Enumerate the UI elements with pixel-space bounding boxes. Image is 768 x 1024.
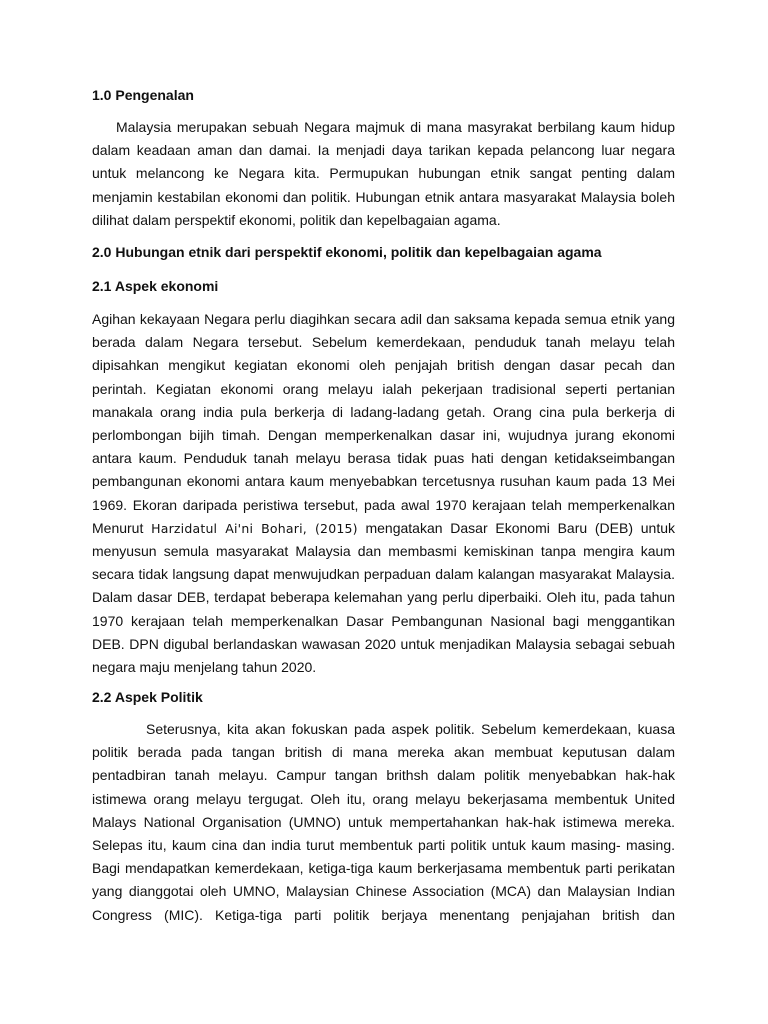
citation-line bbox=[92, 517, 675, 540]
paragraph-line: pembangunan ekonomi antara kaum menyebabkan tercetusnya rusuhan kaum pada 13 Mei bbox=[92, 473, 675, 490]
paragraph-line: perintah. Kegiatan ekonomi orang melayu ialah pekerjaan tradisional seperti pertanian bbox=[92, 380, 675, 397]
paragraph-line: Selepas itu, kaum cina dan india turut membentuk parti politik untuk kaum masing- masing. bbox=[92, 837, 675, 854]
politics-section bbox=[92, 686, 675, 709]
citation-suffix: mengatakan Dasar Ekonomi Baru (DEB) untuk bbox=[357, 519, 675, 536]
paragraph-line: yang dianggotai oleh UMNO, Malaysian Chinese Association (MCA) dan Malaysian Indian bbox=[92, 883, 675, 900]
paragraph-line: Congress (MIC). Ketiga-tiga parti politik berjaya menentang penjajahan british dan bbox=[92, 906, 675, 923]
paragraph-line: perlombongan bijih timah. Dengan memperkenalkan dasar ini, wujudnya jurang ekonomi bbox=[92, 427, 675, 444]
paragraph-line: Agihan kekayaan Negara perlu diagihkan secara adil dan saksama kepada semua etnik yang bbox=[92, 311, 675, 327]
paragraph-line: manakala orang india pula berkerja di ladang-ladang getah. Orang cina pula berkerja di bbox=[92, 403, 675, 420]
paragraph-line: negara maju menjelang tahun 2020. bbox=[92, 659, 317, 676]
paragraph-line: antara kaum. Penduduk tanah melayu berasa tidak puas hati dengan ketidakseimbangan bbox=[92, 450, 675, 467]
paragraph-line: pentadbiran tanah melayu. Campur tangan brithsh dalam politik menyebabkan hak-hak bbox=[92, 767, 675, 784]
politics-heading: 2.2 Aspek Politik bbox=[92, 689, 203, 705]
paragraph-line: secara tidak langsung dapat menwujudkan perpaduan dalam kalangan masyarakat Malaysia. bbox=[92, 566, 675, 583]
paragraph-line: dilihat dalam perspektif ekonomi, politik dan kepelbagaian agama. bbox=[92, 211, 501, 228]
economy-section bbox=[92, 275, 675, 298]
paragraph-line: menyusun semula masyarakat Malaysia dan membasmi kemiskinan tanpa mengira kaum bbox=[92, 543, 675, 560]
main-section bbox=[92, 241, 675, 264]
paragraph-line: untuk melancong ke Negara kita. Permupukan hubungan etnik sangat penting dalam bbox=[92, 165, 675, 182]
paragraph-line: 1970 kerajaan telah memperkenalkan Dasar Pembangunan Nasional bagi menggantikan bbox=[92, 612, 675, 629]
economy-heading: 2.1 Aspek ekonomi bbox=[92, 278, 219, 294]
intro-heading: 1.0 Pengenalan bbox=[92, 87, 194, 103]
citation: Harzidatul Ai'ni Bohari, (2015) bbox=[151, 520, 358, 536]
politics-paragraph bbox=[92, 718, 675, 927]
paragraph-line: Seterusnya, kita akan fokuskan pada aspek politik. Sebelum kemerdekaan, kuasa bbox=[146, 721, 675, 737]
paragraph-line: dalam keadaan aman dan damai. Ia menjadi daya tarikan kepada pelancong luar negara bbox=[92, 142, 675, 159]
paragraph-line: berada dalam Negara tersebut. Sebelum kemerdekaan, penduduk tanah melayu telah bbox=[92, 334, 675, 351]
intro-paragraph bbox=[92, 116, 675, 232]
paragraph-line: Bagi mendapatkan kemerdekaan, ketiga-tiga kaum berkerjasama membentuk parti perikatan bbox=[92, 860, 675, 877]
citation-prefix: Menurut bbox=[92, 519, 152, 536]
paragraph-line: menjamin kestabilan ekonomi dan politik. Hubungan etnik antara masyarakat Malaysia boleh bbox=[92, 188, 675, 205]
paragraph-line: 1969. Ekoran daripada peristiwa tersebut, pada awal 1970 kerajaan telah memperkenalkan bbox=[92, 496, 675, 513]
paragraph-line: dipisahkan mengikut kegiatan ekonomi oleh penjajah british dengan dasar pecah dan bbox=[92, 357, 675, 374]
intro-section bbox=[92, 84, 675, 107]
paragraph-line: Malaysia merupakan sebuah Negara majmuk di mana masyrakat berbilang kaum hidup bbox=[116, 119, 675, 135]
main-heading: 2.0 Hubungan etnik dari perspektif ekonomi, politik dan kepelbagaian agama bbox=[92, 244, 602, 260]
paragraph-line: politik berada pada tangan british di mana mereka akan membuat keputusan dalam bbox=[92, 744, 675, 761]
paragraph-line: istimewa orang melayu tergugat. Oleh itu, orang melayu bekerjasama membentuk United bbox=[92, 790, 675, 807]
paragraph-line: Dalam dasar DEB, terdapat beberapa kelemahan yang perlu diperbaiki. Oleh itu, pada tahun bbox=[92, 589, 675, 606]
paragraph-line: DEB. DPN digubal berlandaskan wawasan 2020 untuk menjadikan Malaysia sebagai sebuah bbox=[92, 635, 675, 652]
paragraph-line: Malays National Organisation (UMNO) untuk mempertahankan hak-hak istimewa mereka. bbox=[92, 813, 675, 830]
economy-paragraph bbox=[92, 308, 675, 679]
